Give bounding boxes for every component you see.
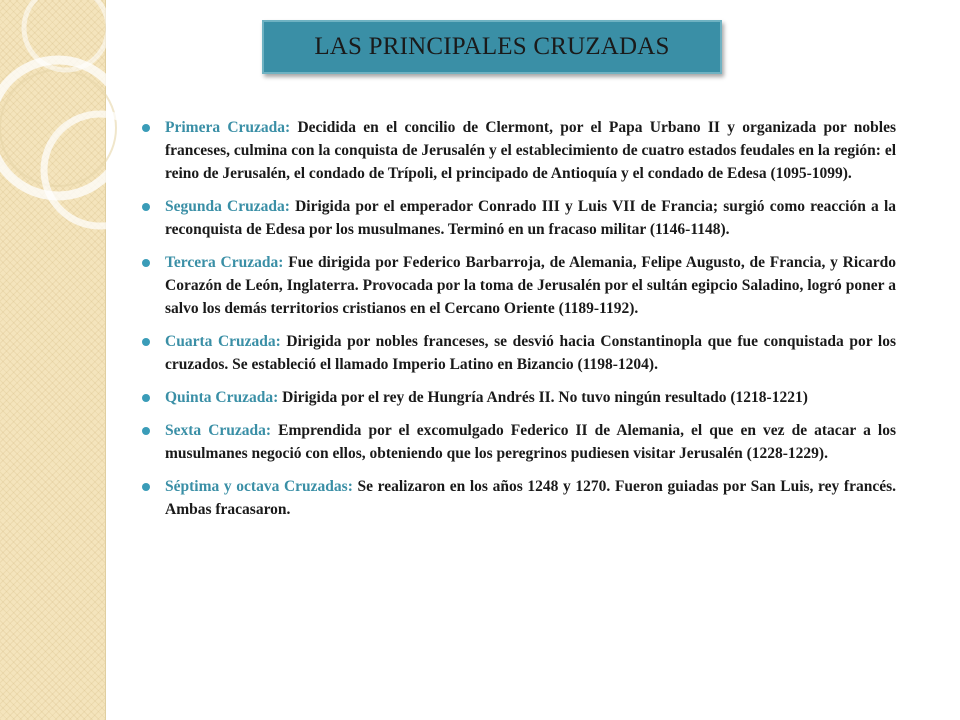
- item-text: Se realizaron en los años 1248 y 1270. Fueron guiadas por San Luis, rey francés. Ambas fracasaron.: [165, 478, 896, 518]
- item-text: Dirigida por nobles franceses, se desvió hacia Constantinopla que fue conquistada por los cruzados. Se estableció el llamado Imperio Latino en Bizancio (1198-1204).: [165, 333, 896, 373]
- crusades-list: [142, 116, 896, 531]
- list-item: [142, 475, 896, 521]
- list-item: [142, 386, 896, 409]
- bullet-icon: [142, 394, 150, 402]
- item-label: Quinta Cruzada:: [165, 389, 279, 406]
- item-label: Cuarta Cruzada:: [165, 333, 281, 350]
- item-label: Tercera Cruzada:: [165, 254, 284, 271]
- item-text: Fue dirigida por Federico Barbarroja, de Alemania, Felipe Augusto, de Francia, y Ricardo Corazón de León, Inglaterra. Provocada por la toma de Jerusalén por el sultán egipcio Saladino, logró poner a salvo los demás territorios cristianos en el Cercano Oriente (1189-1192).: [165, 254, 897, 317]
- bullet-icon: [142, 259, 150, 267]
- bullet-icon: [142, 338, 150, 346]
- decorative-side-panel: [0, 0, 106, 720]
- item-text: Dirigida por el rey de Hungría Andrés II. No tuvo ningún resultado (1218-1221): [278, 389, 808, 406]
- bullet-icon: [142, 203, 150, 211]
- list-item: [142, 195, 896, 241]
- item-label: Sexta Cruzada:: [165, 422, 272, 439]
- item-text: Decidida en el concilio de Clermont, por el Papa Urbano II y organizada por nobles franceses, culmina con la conquista de Jerusalén y el establecimiento de cuatro estados feudales en la región: el reino de Jerusalén, el condado de Trípoli, el principado de Antioquía y el condado de Edesa (1095-1099).: [165, 119, 896, 182]
- item-label: Segunda Cruzada:: [165, 198, 290, 215]
- slide-title-box: [262, 20, 722, 74]
- list-item: [142, 419, 896, 465]
- list-item: [142, 330, 896, 376]
- item-text: Dirigida por el emperador Conrado III y Luis VII de Francia; surgió como reacción a la reconquista de Edesa por los musulmanes. Terminó en un fracaso militar (1146-1148).: [165, 198, 897, 238]
- item-text: Emprendida por el excomulgado Federico II de Alemania, el que en vez de atacar a los musulmanes negoció con ellos, obteniendo que los peregrinos pudiesen visitar Jerusalén (1228-1229).: [165, 422, 896, 462]
- bullet-icon: [142, 124, 150, 132]
- slide-title: LAS PRINCIPALES CRUZADAS: [314, 33, 670, 60]
- bullet-icon: [142, 483, 150, 491]
- item-label: Séptima y octava Cruzadas:: [165, 478, 353, 495]
- item-label: Primera Cruzada:: [165, 119, 291, 136]
- bullet-icon: [142, 427, 150, 435]
- list-item: [142, 251, 896, 320]
- list-item: [142, 116, 896, 185]
